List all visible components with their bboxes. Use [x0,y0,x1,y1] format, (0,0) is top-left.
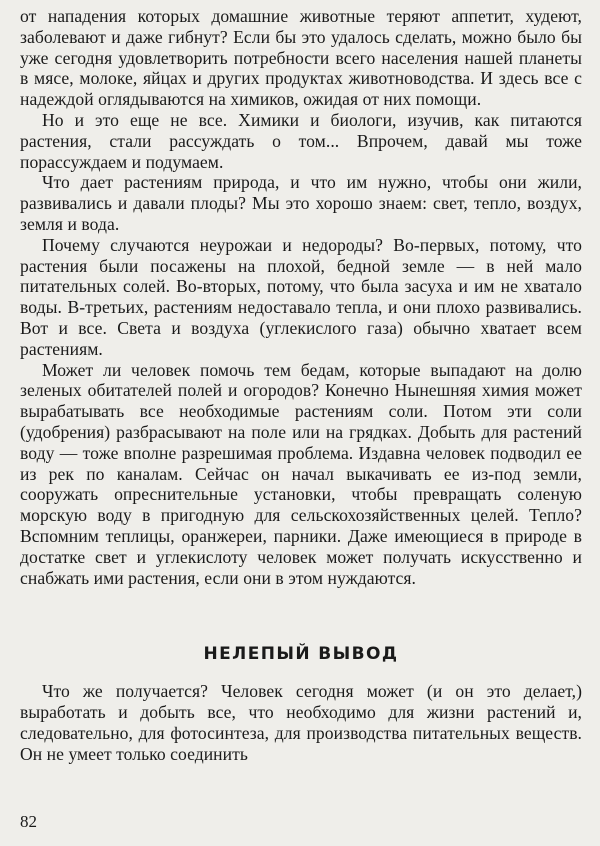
paragraph-chemists-biologists: Но и это еще не все. Химики и биологи, изучив, как питаются растения, стали рассуждать о том... Впрочем, давай мы тоже порассуждаем и подумаем. [20,109,582,172]
paragraph-what-nature-gives: Что дает растениям природа, и что им нужно, чтобы они жили, развивались и давали плоды? Мы это хорошо знаем: свет, тепло, воздух, земля и вода. [20,172,582,234]
book-page [20,6,582,765]
section-heading: НЕЛЕПЫЙ ВЫВОД [203,644,399,665]
paragraph-continuation: от нападения которых домашние животные теряют аппетит, худеют, заболевают и даже гибнут? Если бы это удалось сделать, можно было бы уже сегодня удовлетворить потребности всего населения нашей планеты в мясе, молоке, яйцах и других продуктах животноводства. И здесь все с надеждой оглядываются на химиков, ожидая от них помощи. [20,6,582,110]
paragraph-crop-failures: Почему случаются неурожаи и недороды? Во-первых, потому, что растения были посажены на плохой, бедной земле — в ней мало питательных солей. Во-вторых, потому, что была засуха и им не хватало воды. В-третьих, растениям недоставало тепла, и они плохо развивались. Вот и все. Света и воздуха (углекислого газа) обычно хватает всем растениям. [20,234,582,359]
paragraph-can-man-help: Может ли человек помочь тем бедам, которые выпадают на долю зеленых обитателей полей и огородов? Конечно Нынешняя химия может вырабатывать все необходимые растениям соли. Потом эти соли (удобрения) разбрасывают на поле или на грядках. Добыть для растений воду — тоже вполне разрешимая проблема. Издавна человек подводил ее из рек по каналам. Сейчас он начал выкачивать ее из-под земли, сооружать опреснительные установки, чтобы превращать соленую морскую воду в пригодную для сельскохозяйственных целей. Тепло? Вспомним теплицы, оранжереи, парники. Даже имеющиеся в природе в достатке свет и углекислоту человек может получать искусственно и снабжать ими растения, если они в этом нуждаются. [20,359,582,588]
paragraph-what-results: Что же получается? Человек сегодня может (и он это делает,) выработать и добыть все, что необходимо для жизни растений и, следовательно, для фотосинтеза, для производства питательных веществ. Он не умеет только соединить [20,681,582,764]
page-number: 82 [20,812,37,831]
